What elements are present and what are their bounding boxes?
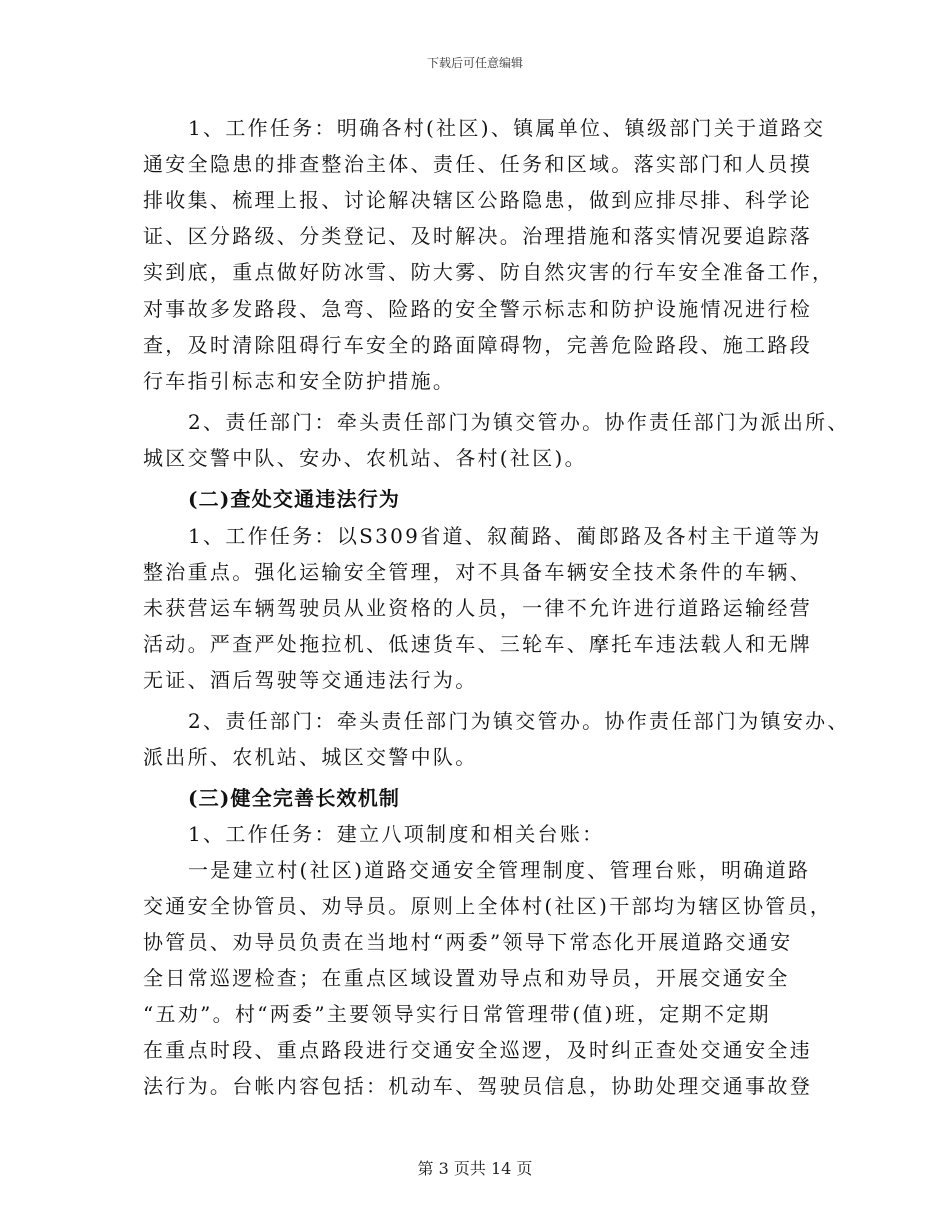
paragraph-line: 行车指引标志和安全防护措施。 bbox=[143, 369, 456, 393]
paragraph-line: 派出所、农机站、城区交警中队。 bbox=[143, 745, 478, 769]
paragraph-line: 1、工作任务：以S309省道、叙蔺路、蔺郎路及各村主干道等为 bbox=[188, 524, 822, 548]
paragraph-line: 对事故多发路段、急弯、险路的安全警示标志和防护设施情况进行检 bbox=[143, 297, 812, 321]
paragraph-line: 整治重点。强化运输安全管理，对不具备车辆安全技术条件的车辆、 bbox=[143, 560, 812, 584]
paragraph-line: 法行为。台帐内容包括：机动车、驾驶员信息，协助处理交通事故登 bbox=[143, 1074, 812, 1098]
page-number: 第 3 页共 14 页 bbox=[417, 1159, 533, 1178]
section-heading: (三)健全完善长效机制 bbox=[188, 786, 401, 810]
paragraph-line: 证、区分路级、分类登记、及时解决。治理措施和落实情况要追踪落 bbox=[143, 224, 812, 248]
paragraph-line: 无证、酒后驾驶等交通违法行为。 bbox=[143, 668, 478, 692]
paragraph-line: 2、责任部门：牵头责任部门为镇交管办。协作责任部门为派出所、 bbox=[188, 410, 850, 434]
paragraph-line: 1、工作任务：明确各村(社区)、镇属单位、镇级部门关于道路交 bbox=[188, 116, 826, 140]
paragraph-line: 未获营运车辆驾驶员从业资格的人员，一律不允许进行道路运输经营 bbox=[143, 596, 812, 620]
paragraph-line: 协管员、劝导员负责在当地村“两委”领导下常态化开展道路交通安 bbox=[143, 930, 793, 954]
paragraph-line: 全日常巡逻检查；在重点区域设置劝导点和劝导员，开展交通安全 bbox=[143, 966, 790, 990]
paragraph-line: 实到底，重点做好防冰雪、防大雾、防自然灾害的行车安全准备工作， bbox=[143, 260, 835, 284]
paragraph-line: 1、工作任务：建立八项制度和相关台账： bbox=[188, 822, 605, 846]
section-heading: (二)查处交通违法行为 bbox=[188, 487, 401, 511]
paragraph-line: 排收集、梳理上报、讨论解决辖区公路隐患，做到应排尽排、科学论 bbox=[143, 188, 812, 212]
paragraph-line: 城区交警中队、安办、农机站、各村(社区)。 bbox=[143, 446, 587, 470]
paragraph-line: 交通安全协管员、劝导员。原则上全体村(社区)干部均为辖区协管员， bbox=[143, 894, 833, 918]
paragraph-line: 通安全隐患的排查整治主体、责任、任务和区域。落实部门和人员摸 bbox=[143, 152, 812, 176]
paragraph-line: 活动。严查严处拖拉机、低速货车、三轮车、摩托车违法载人和无牌 bbox=[143, 632, 812, 656]
paragraph-line: 查，及时清除阻碍行车安全的路面障碍物，完善危险路段、施工路段 bbox=[143, 333, 812, 357]
paragraph-line: “五劝”。村“两委”主要领导实行日常管理带(值)班，定期不定期 bbox=[143, 1002, 771, 1026]
paragraph-line: 一是建立村(社区)道路交通安全管理制度、管理台账，明确道路 bbox=[188, 858, 811, 882]
paragraph-line: 2、责任部门：牵头责任部门为镇交管办。协作责任部门为镇安办、 bbox=[188, 709, 850, 733]
page-header: 下载后可任意编辑 bbox=[426, 56, 523, 70]
paragraph-line: 在重点时段、重点路段进行交通安全巡逻，及时纠正查处交通安全违 bbox=[143, 1038, 812, 1062]
